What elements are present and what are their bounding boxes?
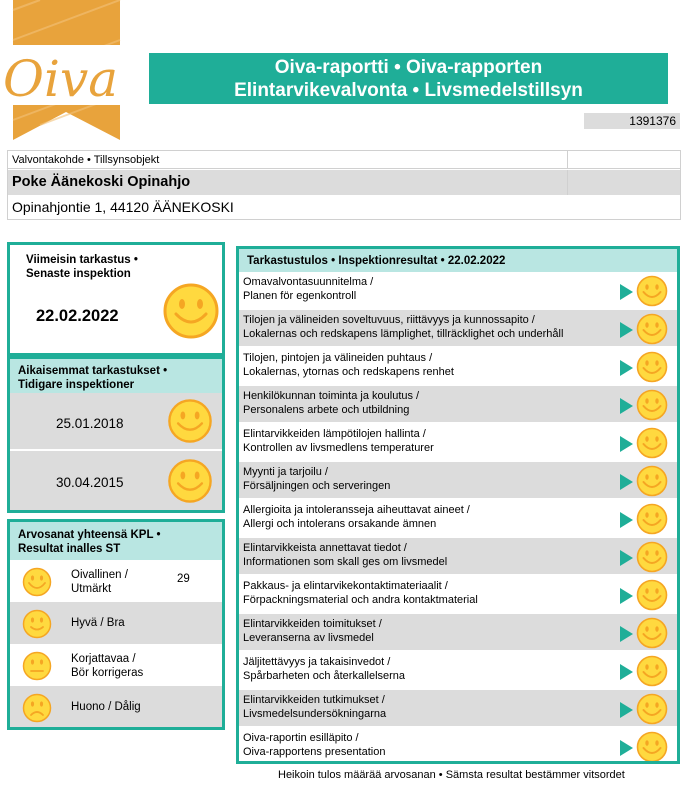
header-title-line2: Elintarvikevalvonta • Livsmedelstillsyn bbox=[234, 80, 583, 101]
footer-note: Heikoin tulos määrää arvosanan • Sämsta resultat bestämmer vitsordet bbox=[278, 769, 625, 781]
grade-label: Hyvä / Bra bbox=[71, 617, 125, 629]
latest-date: 22.02.2022 bbox=[36, 307, 119, 325]
grade-label-sv: Utmärkt bbox=[71, 583, 112, 595]
play-arrow-icon[interactable] bbox=[620, 474, 633, 490]
previous-title-line2: Tidigare inspektioner bbox=[18, 379, 135, 391]
smiley-icon bbox=[167, 458, 213, 509]
result-label bbox=[243, 313, 618, 341]
result-label-sv: Försäljningen och serveringen bbox=[243, 480, 391, 492]
play-arrow-icon[interactable] bbox=[620, 664, 633, 680]
result-label bbox=[243, 465, 618, 493]
result-label bbox=[243, 351, 618, 379]
previous-inspections-panel bbox=[7, 356, 225, 513]
grade-row-excellent bbox=[10, 560, 222, 602]
object-info-box bbox=[7, 150, 681, 220]
result-label-fi: Jäljitettävyys ja takaisinvedot / bbox=[243, 656, 391, 668]
oiva-logo bbox=[0, 0, 140, 140]
svg-text:Oiva: Oiva bbox=[3, 50, 119, 108]
result-label bbox=[243, 579, 618, 607]
result-label-sv: Planen för egenkontroll bbox=[243, 290, 357, 302]
result-row bbox=[239, 652, 677, 690]
grade-row-good bbox=[10, 602, 222, 644]
result-row bbox=[239, 272, 677, 310]
result-label bbox=[243, 503, 618, 531]
play-arrow-icon[interactable] bbox=[620, 740, 633, 756]
result-label-sv: Allergi och intolerans orsakande ämnen bbox=[243, 518, 437, 530]
result-label-fi: Elintarvikkeiden lämpötilojen hallinta / bbox=[243, 428, 426, 440]
result-label-sv: Spårbarheten och återkallelserna bbox=[243, 670, 406, 682]
previous-title-line1: Aikaisemmat tarkastukset • bbox=[18, 365, 168, 377]
grade-row-needs-correction bbox=[10, 644, 222, 686]
play-arrow-icon[interactable] bbox=[620, 284, 633, 300]
result-row bbox=[239, 728, 677, 764]
inspection-results-panel bbox=[236, 246, 680, 764]
latest-title-line1: Viimeisin tarkastus • bbox=[26, 254, 138, 266]
result-label-fi: Tilojen, pintojen ja välineiden puhtaus / bbox=[243, 352, 433, 364]
object-name: Poke Äänekoski Opinahjo bbox=[12, 174, 191, 190]
grade-row-poor bbox=[10, 686, 222, 728]
previous-date: 30.04.2015 bbox=[56, 475, 124, 490]
smiley-icon bbox=[636, 503, 668, 540]
results-title: Tarkastustulos • Inspektionresultat • 22.02.2022 bbox=[239, 249, 677, 272]
result-row bbox=[239, 348, 677, 386]
grade-label: Huono / Dålig bbox=[71, 701, 141, 713]
grade-label: Korjattavaa / bbox=[71, 653, 136, 665]
smiley-icon bbox=[636, 389, 668, 426]
result-row bbox=[239, 500, 677, 538]
grade-count: 29 bbox=[177, 573, 190, 585]
smiley-icon bbox=[636, 617, 668, 654]
result-label bbox=[243, 275, 618, 303]
result-label-fi: Omavalvontasuunnitelma / bbox=[243, 276, 374, 288]
result-label-fi: Oiva-raportin esilläpito / bbox=[243, 732, 359, 744]
result-label-sv: Livsmedelsundersökningarna bbox=[243, 708, 387, 720]
report-header bbox=[149, 53, 668, 104]
result-row bbox=[239, 462, 677, 500]
result-label-sv: Lokalernas, ytornas och redskapens renhet bbox=[243, 366, 454, 378]
report-id: 1391376 bbox=[584, 113, 680, 129]
play-arrow-icon[interactable] bbox=[620, 322, 633, 338]
result-row bbox=[239, 614, 677, 652]
smiley-icon bbox=[636, 313, 668, 350]
play-arrow-icon[interactable] bbox=[620, 702, 633, 718]
result-label-sv: Kontrollen av livsmedlens temperaturer bbox=[243, 442, 434, 454]
smiley-icon bbox=[167, 398, 213, 449]
result-label-sv: Informationen som skall ges om livsmedel bbox=[243, 556, 448, 568]
smiley-icon bbox=[636, 465, 668, 502]
result-label bbox=[243, 655, 618, 683]
result-row bbox=[239, 576, 677, 614]
play-arrow-icon[interactable] bbox=[620, 588, 633, 604]
result-label-fi: Pakkaus- ja elintarvikekontaktimateriaalit / bbox=[243, 580, 448, 592]
smiley-icon bbox=[636, 693, 668, 730]
result-label bbox=[243, 541, 618, 569]
previous-date: 25.01.2018 bbox=[56, 416, 124, 431]
result-row bbox=[239, 690, 677, 728]
grade-label-sv: Bör korrigeras bbox=[71, 667, 144, 679]
result-label-fi: Allergioita ja intoleransseja aiheuttavat aineet / bbox=[243, 504, 470, 516]
result-label-fi: Elintarvikkeiden toimitukset / bbox=[243, 618, 382, 630]
result-row bbox=[239, 386, 677, 424]
play-arrow-icon[interactable] bbox=[620, 436, 633, 452]
excellent-smiley-icon bbox=[22, 567, 52, 602]
play-arrow-icon[interactable] bbox=[620, 550, 633, 566]
grades-title-line1: Arvosanat yhteensä KPL • bbox=[18, 529, 161, 541]
play-arrow-icon[interactable] bbox=[620, 512, 633, 528]
play-arrow-icon[interactable] bbox=[620, 360, 633, 376]
smiley-icon bbox=[636, 427, 668, 464]
smiley-icon bbox=[162, 282, 220, 345]
object-address: Opinahjontie 1, 44120 ÄÄNEKOSKI bbox=[12, 199, 234, 215]
good-smiley-icon bbox=[22, 609, 52, 644]
result-label-sv: Leveranserna av livsmedel bbox=[243, 632, 374, 644]
play-arrow-icon[interactable] bbox=[620, 626, 633, 642]
smiley-icon bbox=[636, 731, 668, 764]
sad-face-icon bbox=[22, 693, 52, 728]
result-label bbox=[243, 693, 618, 721]
result-row bbox=[239, 424, 677, 462]
smiley-icon bbox=[636, 541, 668, 578]
smiley-icon bbox=[636, 579, 668, 616]
result-label-sv: Lokalernas och redskapens lämplighet, tillräcklighet och underhåll bbox=[243, 328, 564, 340]
result-label bbox=[243, 617, 618, 645]
previous-inspection-row bbox=[10, 451, 222, 511]
play-arrow-icon[interactable] bbox=[620, 398, 633, 414]
result-label bbox=[243, 731, 618, 759]
object-label: Valvontakohde • Tillsynsobjekt bbox=[12, 154, 160, 166]
header-title-line1: Oiva-raportti • Oiva-rapporten bbox=[274, 57, 543, 78]
previous-inspection-row bbox=[10, 393, 222, 449]
result-label-sv: Oiva-rapportens presentation bbox=[243, 746, 386, 758]
result-label-fi: Elintarvikkeiden tutkimukset / bbox=[243, 694, 385, 706]
result-label-sv: Förpackningsmaterial och andra kontaktmaterial bbox=[243, 594, 478, 606]
grade-label: Oivallinen / bbox=[71, 569, 128, 581]
smiley-icon bbox=[636, 275, 668, 312]
result-label-fi: Myynti ja tarjoilu / bbox=[243, 466, 328, 478]
grades-title-line2: Resultat inalles ST bbox=[18, 543, 121, 555]
latest-inspection-panel bbox=[7, 242, 225, 356]
result-label-fi: Tilojen ja välineiden soveltuvuus, riittävyys ja kunnossapito / bbox=[243, 314, 535, 326]
result-row bbox=[239, 310, 677, 348]
result-label bbox=[243, 427, 618, 455]
smiley-icon bbox=[636, 655, 668, 692]
grades-panel bbox=[7, 519, 225, 730]
result-label-fi: Henkilökunnan toiminta ja koulutus / bbox=[243, 390, 420, 402]
result-label bbox=[243, 389, 618, 417]
latest-title-line2: Senaste inspektion bbox=[26, 268, 131, 280]
result-label-fi: Elintarvikkeista annettavat tiedot / bbox=[243, 542, 407, 554]
result-label-sv: Personalens arbete och utbildning bbox=[243, 404, 410, 416]
result-row bbox=[239, 538, 677, 576]
neutral-face-icon bbox=[22, 651, 52, 686]
smiley-icon bbox=[636, 351, 668, 388]
